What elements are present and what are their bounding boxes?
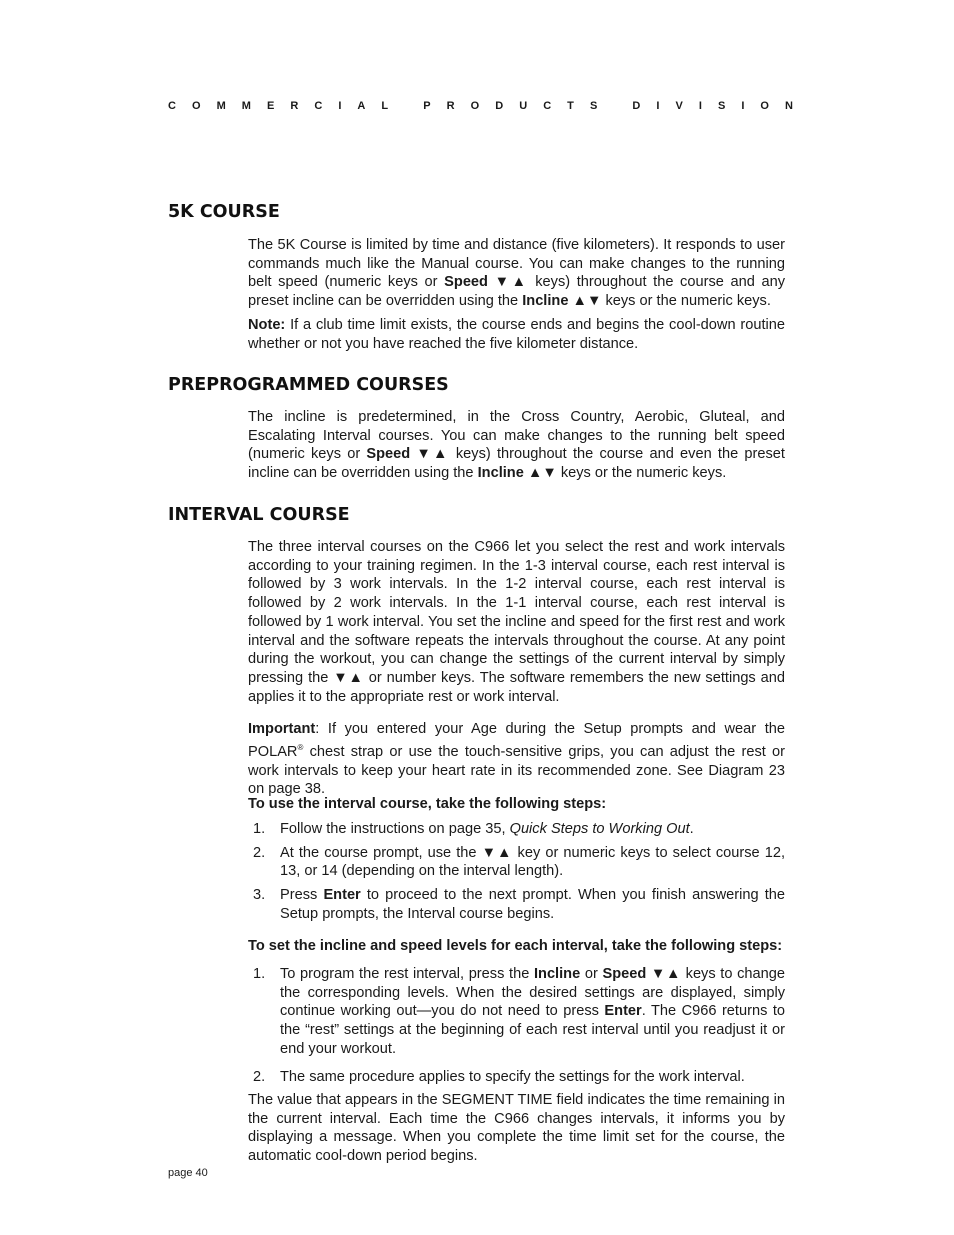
- header-letter: L: [381, 100, 389, 112]
- header-letter: [613, 100, 616, 112]
- paragraph: The 5K Course is limited by time and distance (five kilometers). It responds to user commands much like the Manual course. You can make changes to the running belt speed (numeric keys or Speed ▼▲ keys) throughout the course and any preset incline can be overridden using the Incline ▲▼ keys or the numeric keys.: [248, 237, 785, 310]
- section-body-preprogrammed: [248, 408, 785, 483]
- header-letter: I: [656, 100, 660, 112]
- list-item: 2. At the course prompt, use the ▼▲ key or numeric keys to select course 12, 13, or 14 (depending on the interval length).: [253, 844, 785, 880]
- paragraph: The incline is predetermined, in the Cross Country, Aerobic, Gluteal, and Escalating Interval courses. You can make changes to the running belt speed (numeric keys or Speed ▼▲ keys) throughout the course and even the preset incline can be overridden using the Incline ▲▼ keys or the numeric keys.: [248, 409, 785, 482]
- header-letter: M: [216, 100, 226, 112]
- steps-list-interval: [248, 820, 785, 929]
- header-letter: M: [241, 100, 251, 112]
- section-body-5k-course: [248, 236, 785, 353]
- header-letter: R: [290, 100, 299, 112]
- section-title-interval-course: INTERVAL COURSE: [168, 505, 350, 525]
- header-letter: O: [470, 100, 480, 112]
- header-letter: U: [519, 100, 528, 112]
- list-item: 1. Follow the instructions on page 35, Quick Steps to Working Out.: [253, 821, 694, 837]
- section-title-preprogrammed-courses: PREPROGRAMMED COURSES: [168, 375, 449, 395]
- header-letter: I: [741, 100, 745, 112]
- steps-lead-levels: To set the incline and speed levels for each interval, take the following steps:: [248, 938, 783, 954]
- header-letter: E: [266, 100, 275, 112]
- header-letter: D: [632, 100, 641, 112]
- header-letter: I: [338, 100, 342, 112]
- steps-list-levels: [248, 965, 785, 1091]
- note-paragraph: Note: If a club time limit exists, the course ends and begins the cool-down routine whether or not you have reached the five kilometer distance.: [248, 316, 785, 352]
- header-letter: [404, 100, 407, 112]
- header-letter: N: [785, 100, 793, 112]
- header-letter: O: [760, 100, 769, 112]
- header-letter: O: [191, 100, 201, 112]
- closing-paragraph: The value that appears in the SEGMENT TIME field indicates the time remaining in the current interval. Each time the C966 changes intervals, it informs you by displaying a message. When you complete the time limit set for the course, the automatic cool-down period begins.: [248, 1092, 785, 1165]
- important-paragraph: Important: If you entered your Age during the Setup prompts and wear the POLAR® chest strap or use the touch-sensitive grips, you can adjust the rest or work intervals to keep your heart rate in its recommended zone. See Diagram 23 on page 38.: [248, 721, 785, 798]
- header-letter: S: [589, 100, 598, 112]
- page-number: page 40: [168, 1167, 208, 1179]
- section-title-5k-course: 5K COURSE: [168, 202, 280, 222]
- running-header: [168, 100, 793, 112]
- header-letter: A: [357, 100, 366, 112]
- list-item: 1. To program the rest interval, press the Incline or Speed ▼▲ keys to change the corresponding levels. When the desired settings are displayed, simply continue working out—you do not need to press Enter. The C966 returns to the “rest” settings at the beginning of each rest interval until you readjust it or end your workout.: [253, 966, 786, 1057]
- header-letter: D: [495, 100, 504, 112]
- header-letter: C: [314, 100, 323, 112]
- header-letter: T: [567, 100, 574, 112]
- header-letter: C: [543, 100, 552, 112]
- paragraph: The three interval courses on the C966 let you select the rest and work intervals according to your training regimen. In the 1-3 interval course, each rest interval is followed by 3 work intervals. In the 1-2 interval course, each rest interval is followed by 2 work intervals. In the 1-1 interval course, each rest interval is followed by 1 work interval. You set the incline and speed for the first rest and work interval and the software repeats the intervals throughout the course. At any point during the workout, you can change the settings of the current interval by simply pressing the ▼▲ or number keys. The software remembers the new settings and applies it to the appropriate rest or work interval.: [248, 539, 785, 705]
- header-letter: P: [423, 100, 431, 112]
- header-letter: R: [446, 100, 455, 112]
- header-letter: C: [168, 100, 176, 112]
- list-item: 3. Press Enter to proceed to the next prompt. When you finish answering the Setup prompts, the Interval course begins.: [253, 887, 786, 922]
- header-letter: I: [698, 100, 702, 112]
- header-letter: S: [717, 100, 726, 112]
- list-item: 2. The same procedure applies to specify the settings for the work interval.: [253, 1068, 745, 1085]
- section-body-interval: [248, 538, 785, 799]
- steps-lead-interval: To use the interval course, take the following steps:: [248, 796, 607, 812]
- header-letter: V: [675, 100, 683, 112]
